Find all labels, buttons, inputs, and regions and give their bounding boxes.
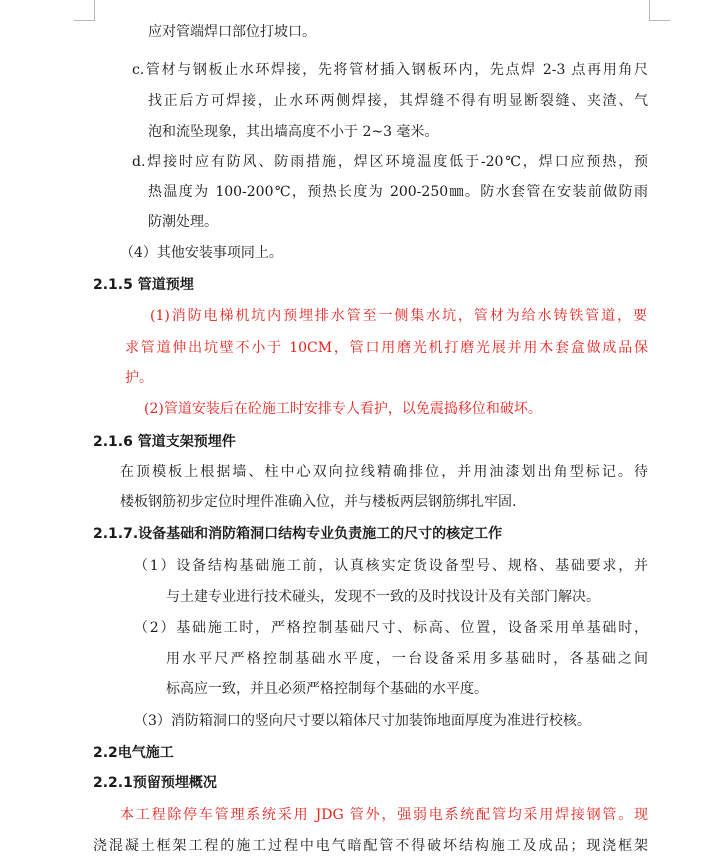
- crop-mark-left-horizontal: [74, 20, 95, 21]
- body-line: 用水平尺严格控制基础水平度，一台设备采用多基础时，各基础之间: [166, 651, 648, 667]
- list-item-c: c.管材与钢板止水环焊接，先将管材插入钢板环内，先点焊 2-3 点再用角尺: [132, 62, 648, 78]
- section-heading-2-1-6: 2.1.6 管道支架预埋件: [93, 434, 236, 450]
- red-paragraph-line: (1)消防电梯机坑内预埋排水管至一侧集水坑，管材为给水铸铁管道，要: [150, 308, 647, 324]
- body-line: 楼板钢筋初步定位时埋件准确入位，并与楼板两层钢筋绑扎牢固.: [120, 494, 517, 510]
- body-line: 热温度为 100-200℃，预热长度为 200-250㎜。防水套管在安装前做防雨: [148, 184, 648, 200]
- body-line: 在顶模板上根据墙、柱中心双向拉线精确排位，并用油漆划出角型标记。待: [120, 464, 648, 480]
- list-item-2: （2）基础施工时，严格控制基础尺寸、标高、位置，设备采用单基础时，: [134, 620, 648, 636]
- red-paragraph-line: 求管道伸出坑壁不小于 10CM，管口用磨光机打磨光展并用木套盒做成品保: [125, 340, 648, 356]
- list-item-1: （1）设备结构基础施工前，认真核实定货设备型号、规格、基础要求，并: [134, 558, 648, 574]
- crop-mark-right-vertical: [649, 0, 650, 20]
- red-paragraph-line: (2)管道安装后在砼施工时安排专人看护，以免震捣移位和破坏。: [144, 401, 542, 417]
- body-line: 应对管端焊口部位打坡口。: [148, 24, 316, 40]
- body-line: 标高应一致，并且必须严格控制每个基础的水平度。: [166, 681, 488, 697]
- list-item-d: d.焊接时应有防风、防雨措施，焊区环境温度低于-20℃，焊口应预热，预: [132, 154, 648, 170]
- body-line: 找正后方可焊接，止水环两侧焊接，其焊缝不得有明显断裂缝、夹渣、气: [148, 93, 648, 109]
- body-line: 与土建专业进行技术碰头，发现不一致的及时找设计及有关部门解决。: [166, 589, 600, 605]
- list-item-4: （4）其他安装事项同上。: [120, 245, 283, 261]
- crop-mark-left-vertical: [94, 0, 95, 20]
- section-heading-2-2: 2.2电气施工: [93, 745, 174, 761]
- section-heading-2-2-1: 2.2.1预留预埋概况: [93, 775, 217, 791]
- body-line: 防潮处理。: [148, 214, 218, 230]
- body-line: 浇混凝土框架工程的施工过程中电气暗配管不得破坏结构施工及成品；现浇框架: [93, 838, 648, 854]
- crop-mark-right-horizontal: [649, 20, 670, 21]
- section-heading-2-1-7: 2.1.7.设备基础和消防箱洞口结构专业负责施工的尺寸的核定工作: [93, 526, 503, 542]
- body-line: 泡和流坠现象，其出墙高度不小于 2~3 毫米。: [148, 124, 439, 140]
- list-item-3: （3）消防箱洞口的竖向尺寸要以箱体尺寸加装饰地面厚度为准进行校核。: [134, 713, 591, 729]
- section-heading-2-1-5: 2.1.5 管道预埋: [93, 277, 194, 293]
- red-paragraph-line: 护。: [125, 370, 153, 386]
- red-paragraph-line: 本工程除停车管理系统采用 JDG 管外，强弱电系统配管均采用焊接钢管。现: [120, 807, 648, 823]
